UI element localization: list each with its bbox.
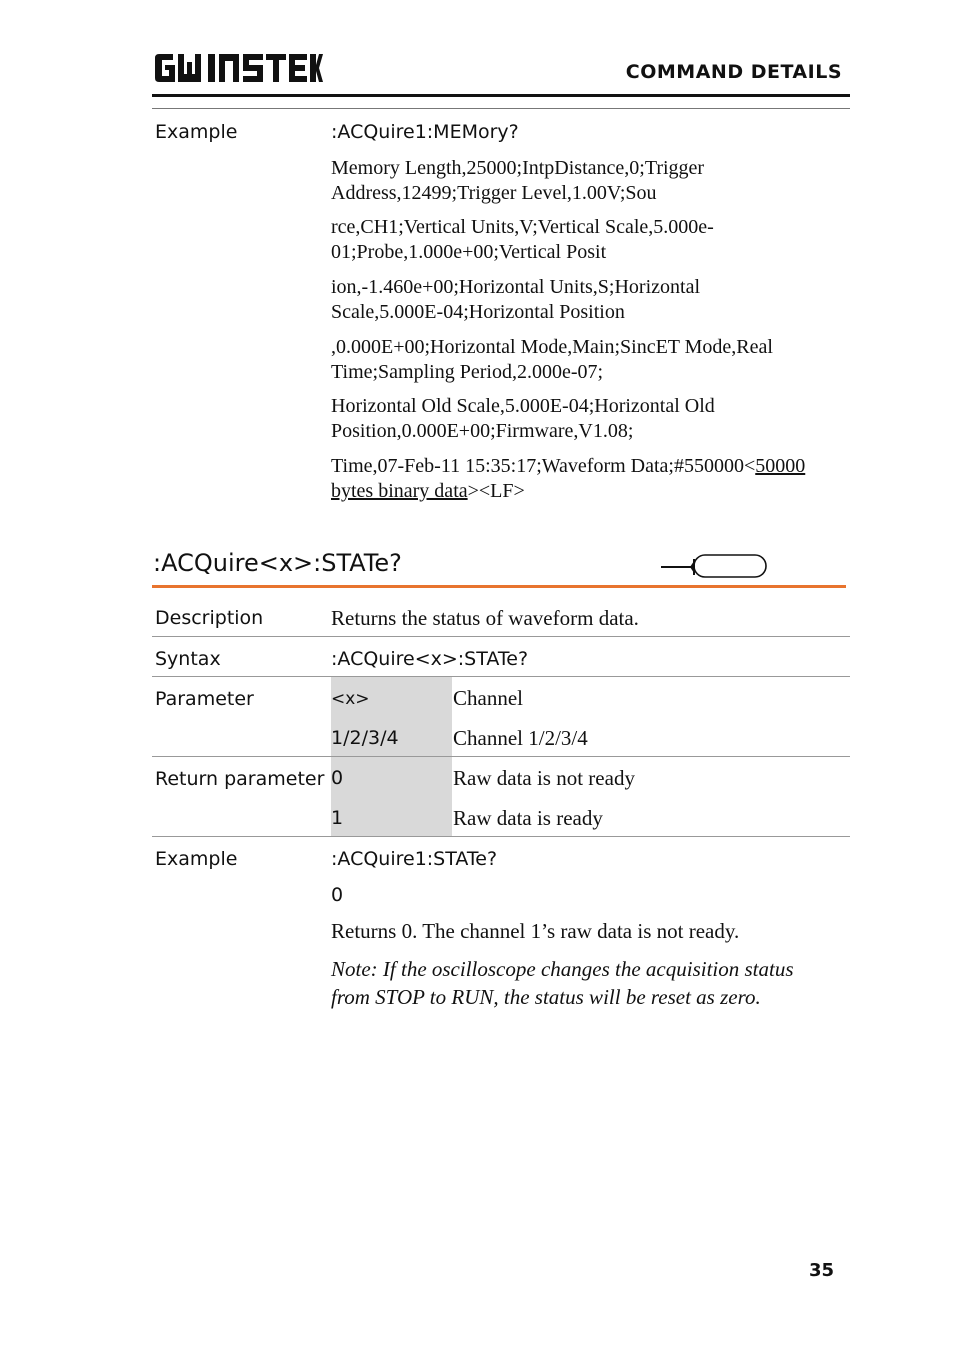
- response-line: Time;Sampling Period,2.000e-07;: [331, 361, 604, 383]
- parameter-label: Parameter: [155, 688, 254, 710]
- parameter-key: <x>: [331, 689, 370, 709]
- response-underlined: 50000: [755, 455, 806, 477]
- return-key-column: [331, 757, 452, 836]
- response-line: Position,0.000E+00;Firmware,V1.08;: [331, 420, 634, 442]
- return-key: 0: [331, 767, 344, 789]
- row-divider: [152, 636, 850, 637]
- gw-instek-logo: [153, 52, 323, 84]
- parameter-key: 1/2/3/4: [331, 727, 399, 749]
- row-divider: [152, 676, 850, 677]
- response-block: [331, 156, 846, 206]
- header-rule-thin: [152, 108, 850, 109]
- response-line: ,0.000E+00;Horizontal Mode,Main;SincET Mode,Real: [331, 336, 773, 358]
- example-label: Example: [155, 121, 238, 143]
- response-block: [331, 454, 846, 504]
- response-underlined: bytes binary data: [331, 480, 468, 502]
- header-rule: [152, 94, 850, 97]
- response-line: rce,CH1;Vertical Units,V;Vertical Scale,5.000e-: [331, 216, 714, 238]
- return-value: Raw data is not ready: [453, 766, 635, 790]
- response-line: ion,-1.460e+00;Horizontal Units,S;Horizontal: [331, 276, 701, 298]
- syntax-text: :ACQuire<x>:STATe?: [331, 648, 529, 670]
- note-line: from STOP to RUN, the status will be reset as zero.: [331, 985, 761, 1009]
- note-line: Note: If the oscilloscope changes the acquisition status: [331, 957, 794, 981]
- response-line: [331, 479, 846, 504]
- response-line: 01;Probe,1.000e+00;Vertical Posit: [331, 241, 607, 263]
- response-suffix: ><LF>: [467, 480, 525, 502]
- example-command: :ACQuire1:MEMory?: [331, 121, 519, 143]
- return-parameter-label: Return parameter: [155, 768, 325, 790]
- parameter-value: Channel: [453, 686, 523, 710]
- row-divider: [152, 836, 850, 837]
- response-line: Horizontal Old Scale,5.000E-04;Horizontal Old: [331, 395, 715, 417]
- description-label: Description: [155, 607, 264, 629]
- return-key: 1: [331, 807, 344, 829]
- example-explanation: Returns 0. The channel 1’s raw data is not ready.: [331, 919, 740, 943]
- example-response: 0: [331, 884, 344, 906]
- return-value: Raw data is ready: [453, 806, 603, 830]
- header-section-title: COMMAND DETAILS: [625, 61, 842, 83]
- page-number: 35: [808, 1260, 834, 1281]
- command-title: :ACQuire<x>:STATe?: [153, 549, 402, 577]
- example-command: :ACQuire1:STATe?: [331, 848, 498, 870]
- response-block: [331, 394, 846, 444]
- section-rule: [152, 585, 846, 588]
- response-line: Scale,5.000E-04;Horizontal Position: [331, 301, 625, 323]
- query-arrow-icon: [660, 552, 768, 580]
- description-text: Returns the status of waveform data.: [331, 606, 639, 630]
- response-line: [331, 454, 846, 479]
- response-block: [331, 215, 846, 265]
- row-divider: [152, 756, 850, 757]
- parameter-value: Channel 1/2/3/4: [453, 726, 588, 750]
- example-label: Example: [155, 848, 238, 870]
- response-line: Memory Length,25000;IntpDistance,0;Trigger: [331, 157, 705, 179]
- response-prefix: Time,07-Feb-11 15:35:17;Waveform Data;#550000<: [331, 455, 756, 477]
- response-block: [331, 275, 846, 325]
- response-line: Address,12499;Trigger Level,1.00V;Sou: [331, 182, 657, 204]
- note-block: [331, 955, 851, 1011]
- syntax-label: Syntax: [155, 648, 221, 670]
- response-block: [331, 335, 846, 385]
